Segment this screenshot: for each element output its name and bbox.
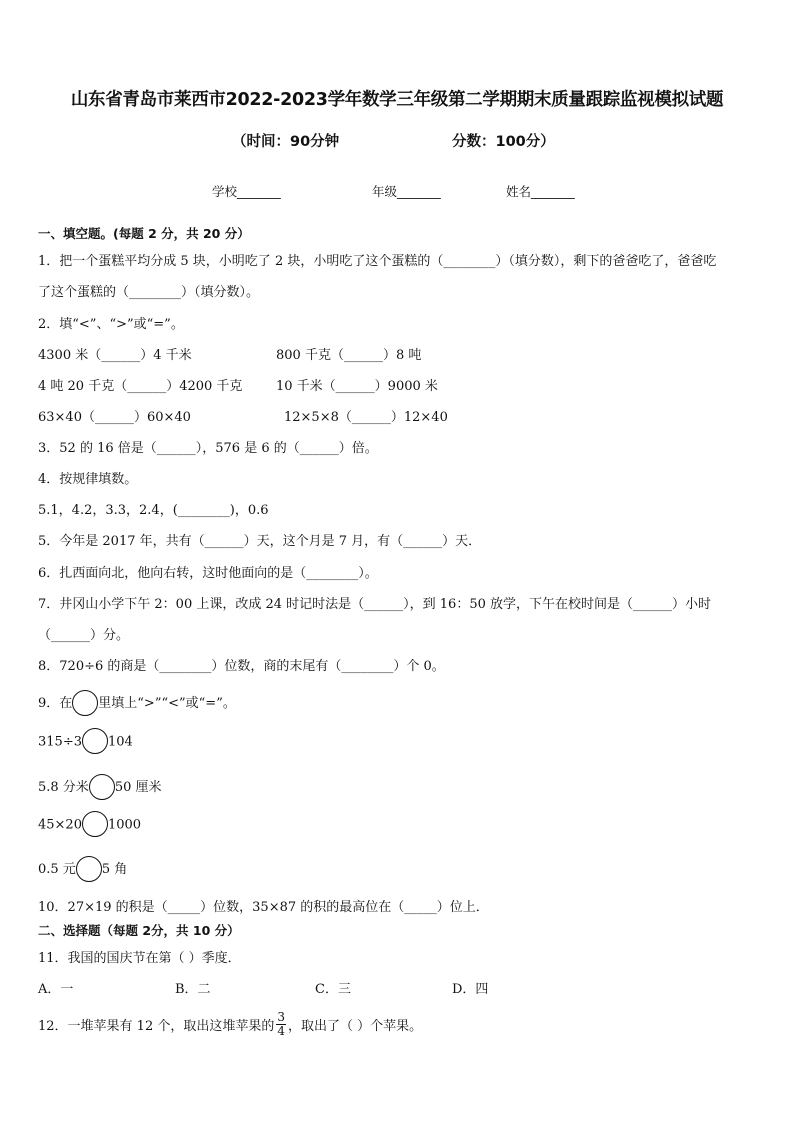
answer-circle-icon	[82, 811, 108, 837]
compare-right: 5 角	[101, 862, 128, 877]
answer-circle-icon	[82, 728, 108, 754]
compare-left: 0.5 元	[38, 862, 76, 877]
question-9-suffix: 里填上“>”“<”或“=”。	[98, 696, 236, 711]
compare-left: 45×20	[38, 817, 82, 833]
question-9-item	[38, 734, 133, 750]
question-2-item: 800 千克（______）8 吨	[276, 348, 422, 363]
question-2-item: 63×40（______）60×40	[38, 410, 191, 425]
question-7-line-2: （______）分。	[38, 628, 130, 643]
option-c: C．三	[315, 982, 351, 997]
question-2: 2．填“<”、“>”或“=”。	[38, 317, 184, 332]
compare-left: 5.8 分米	[38, 780, 89, 795]
option-d: D．四	[452, 982, 489, 997]
option-a: A．一	[38, 982, 74, 997]
question-9-item	[38, 817, 141, 833]
question-9-prefix: 9．在	[38, 696, 73, 711]
question-9-item	[38, 776, 162, 796]
exam-time: （时间：90分钟	[232, 134, 340, 150]
question-12-suffix: ，取出了（ ）个苹果。	[288, 1019, 423, 1034]
question-6: 6．扎西面向北，他向右转，这时他面向的是（________）。	[38, 566, 378, 581]
question-2-item: 10 千米（______）9000 米	[276, 379, 438, 394]
question-12-prefix: 12．一堆苹果有 12 个，取出这堆苹果的	[38, 1019, 275, 1034]
compare-left: 315÷3	[38, 734, 82, 750]
question-9	[38, 692, 236, 712]
question-12	[38, 1010, 423, 1038]
question-4-sequence: 5.1，4.2，3.3，2.4，(________)，0.6	[38, 503, 269, 518]
fraction	[276, 1011, 286, 1038]
fraction-denominator: 4	[277, 1024, 285, 1038]
school-field: 学校_______	[212, 184, 281, 199]
question-4: 4．按规律填数。	[38, 472, 138, 487]
question-8: 8．720÷6 的商是（________）位数，商的末尾有（________）个 0。	[38, 659, 445, 674]
question-5: 5．今年是 2017 年，共有（______）天，这个月是 7 月，有（______）天．	[38, 534, 482, 549]
answer-circle-icon	[89, 774, 115, 800]
question-2-item: 12×5×8（______）12×40	[284, 410, 448, 425]
question-7-line-1: 7．井冈山小学下午 2：00 上课，改成 24 时记时法是（______），到 16：50 放学，下午在校时间是（______）小时	[38, 597, 712, 612]
answer-circle-icon	[76, 856, 102, 882]
name-field: 姓名_______	[506, 184, 575, 199]
exam-score: 分数：100分）	[452, 134, 555, 150]
fraction-numerator: 3	[277, 1010, 285, 1024]
question-2-item: 4 吨 20 千克（______）4200 千克	[38, 379, 243, 394]
question-3: 3．52 的 16 倍是（______），576 是 6 的（______）倍。	[38, 441, 378, 456]
compare-right: 50 厘米	[114, 780, 162, 795]
question-10: 10．27×19 的积是（_____）位数，35×87 的积的最高位在（_____）位上．	[38, 900, 489, 915]
compare-right: 104	[107, 734, 133, 750]
answer-circle-icon	[72, 690, 98, 716]
grade-field: 年级_______	[372, 184, 441, 199]
question-1-line-1: 1．把一个蛋糕平均分成 5 块，小明吃了 2 块，小明吃了这个蛋糕的（________）（填分数），剩下的爸爸吃了，爸爸吃	[38, 254, 717, 269]
question-9-item	[38, 858, 127, 878]
question-11: 11．我国的国庆节在第（ ）季度．	[38, 951, 241, 966]
option-b: B．二	[175, 982, 211, 997]
page-title: 山东省青岛市莱西市2022-2023学年数学三年级第二学期期末质量跟踪监视模拟试题	[70, 90, 724, 110]
question-2-item: 4300 米（______）4 千米	[38, 348, 192, 363]
question-1-line-2: 了这个蛋糕的（________）（填分数）。	[38, 285, 260, 300]
section-choice-heading: 二、选择题（每题 2分，共 10 分）	[38, 923, 240, 938]
section-fill-blank-heading: 一、填空题。(每题 2 分，共 20 分）	[38, 226, 250, 241]
compare-right: 1000	[107, 817, 142, 833]
